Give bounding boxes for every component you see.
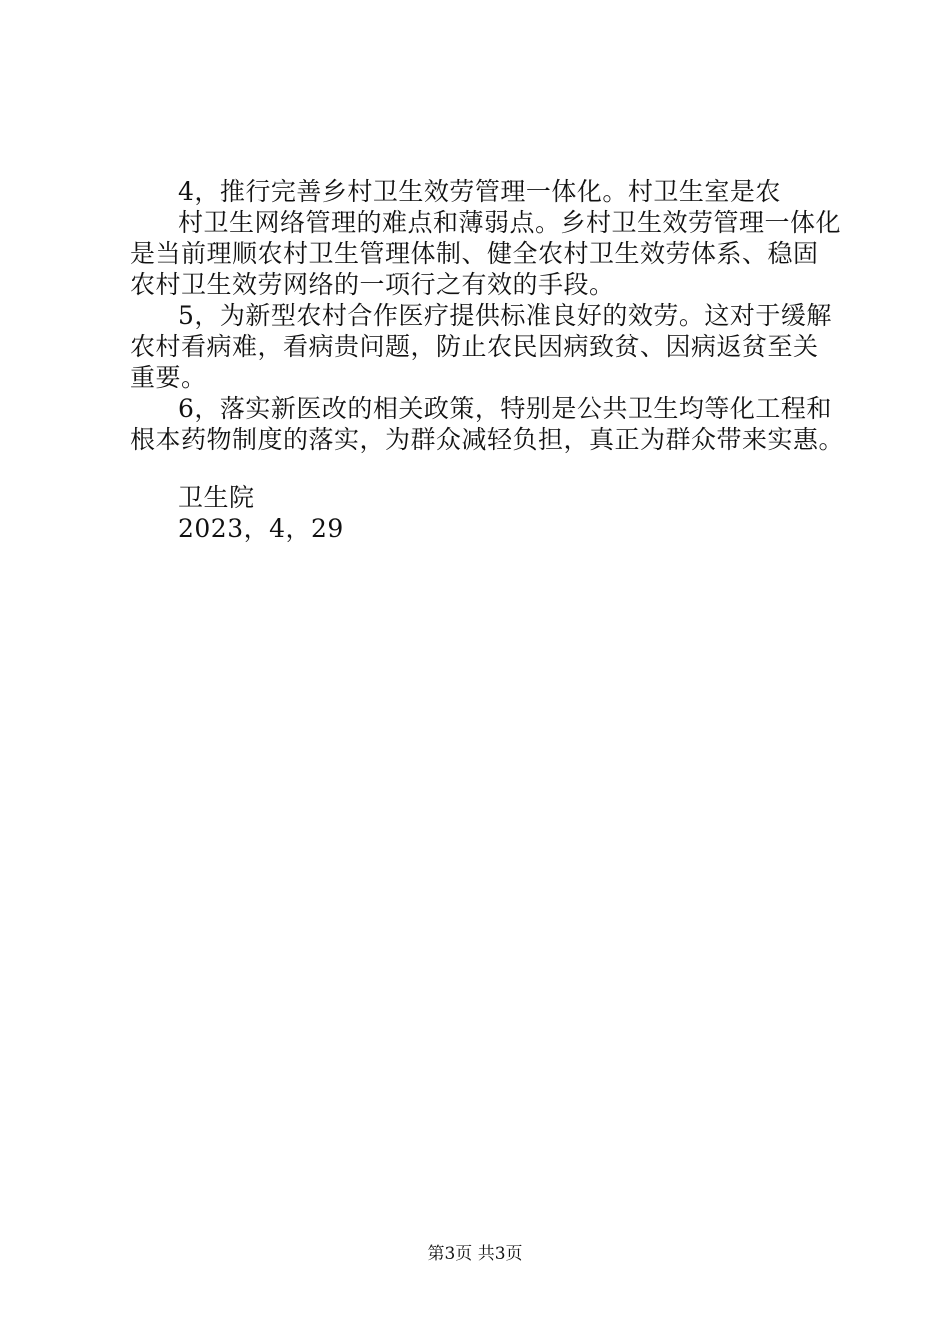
signature-date: 2023，4，29 (178, 514, 344, 543)
paragraph-4-line-2: 村卫生网络管理的难点和薄弱点。乡村卫生效劳管理一体化 (178, 208, 842, 237)
paragraph-4-line-1: 4，推行完善乡村卫生效劳管理一体化。村卫生室是农 (178, 177, 781, 206)
paragraph-5-line-1: 5，为新型农村合作医疗提供标准良好的效劳。这对于缓解 (178, 301, 832, 330)
paragraph-4-line-3: 是当前理顺农村卫生管理体制、健全农村卫生效劳体系、稳固 (130, 239, 819, 268)
paragraph-6-line-2: 根本药物制度的落实，为群众减轻负担，真正为群众带来实惠。 (130, 425, 845, 454)
paragraph-6-line-1: 6，落实新医改的相关政策，特别是公共卫生均等化工程和 (178, 394, 832, 423)
paragraph-5-line-3: 重要。 (130, 363, 207, 392)
page-indicator: 第3页 共3页 (427, 1244, 523, 1264)
signature-organization: 卫生院 (178, 483, 255, 512)
paragraph-4-line-4: 农村卫生效劳网络的一项行之有效的手段。 (130, 270, 615, 299)
paragraph-5-line-2: 农村看病难，看病贵问题，防止农民因病致贫、因病返贫至关 (130, 332, 819, 361)
